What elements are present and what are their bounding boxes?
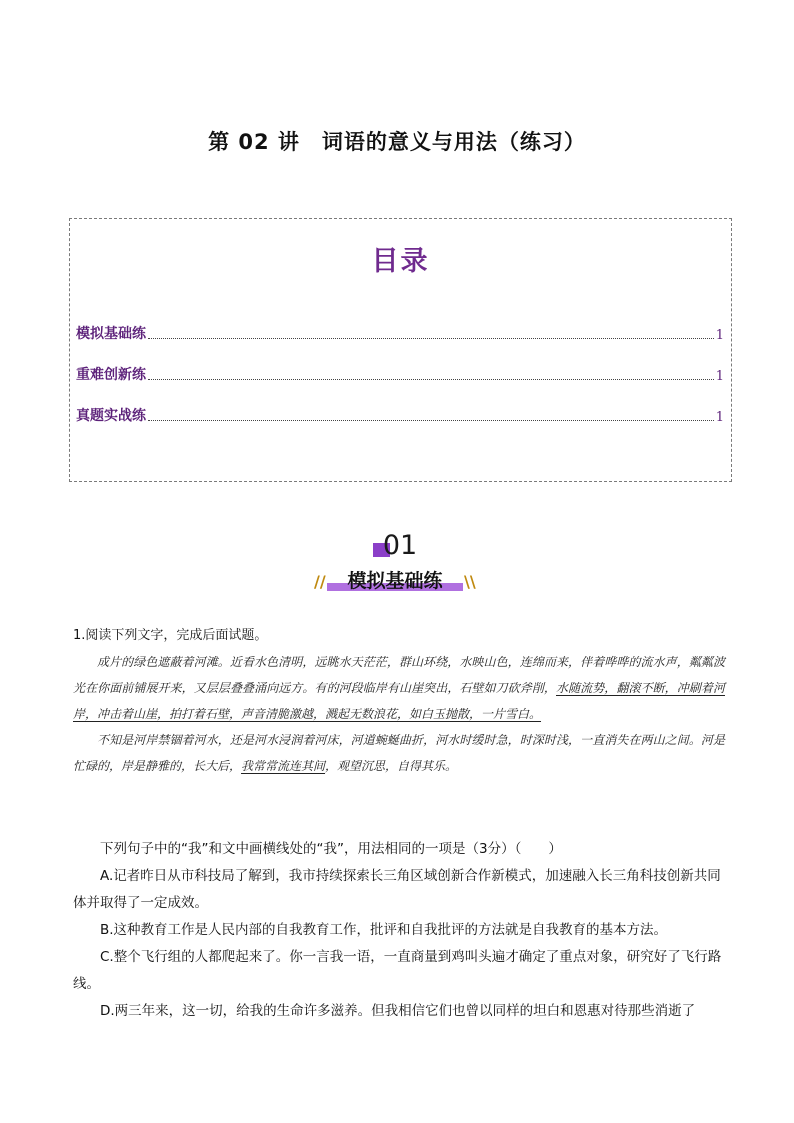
underlined-text: 我常常流连其间 [241, 759, 326, 773]
question-block [73, 836, 725, 1025]
passage-paragraph [73, 649, 725, 727]
reading-passage [73, 649, 725, 779]
document-title: 第 02 讲 词语的意义与用法（练习） [208, 130, 586, 154]
toc-entry[interactable] [76, 323, 724, 343]
toc-leader-dots [148, 419, 714, 421]
toc-entry-label: 重难创新练 [76, 367, 146, 383]
toc-entry-page: 1 [715, 410, 724, 425]
answer-option[interactable]: B.这种教育工作是人民内部的自我教育工作，批评和自我批评的方法就是自我教育的基本方法。 [100, 922, 668, 938]
underlined-text: 水随流势，翻滚不断，冲刷着河岸，冲击着山崖，拍打着石壁，声音清脆激越，溅起无数浪花，如白玉抛散，一片雪白。 [73, 681, 725, 721]
toc-leader-dots [148, 337, 714, 339]
toc-entry-page: 1 [715, 328, 724, 343]
toc-entry[interactable] [76, 364, 724, 384]
toc-leader-dots [148, 378, 714, 380]
passage-text: 不知是河岸禁锢着河水，还是河水浸润着河床，河道蜿蜒曲折，河水时缓时急，时深时浅，一直消失在两山之间。河是忙碌的，岸是静雅的，长大后， [73, 733, 725, 773]
section-left-mark: // [314, 572, 326, 591]
section-right-mark: \\ [464, 572, 476, 591]
section-title: 模拟基础练 [347, 570, 443, 592]
question-intro: 1.阅读下列文字，完成后面试题。 [73, 628, 268, 643]
question-stem: 下列句子中的“我”和文中画横线处的“我”，用法相同的一项是（3分）（ ） [100, 841, 562, 857]
passage-paragraph [73, 727, 725, 779]
answer-option[interactable]: C.整个飞行组的人都爬起来了。你一言我一语，一直商量到鸡叫头遍才确定了重点对象，研究好了飞行路线。 [73, 949, 722, 992]
toc-entry-label: 真题实战练 [76, 408, 146, 424]
table-of-contents [69, 218, 732, 482]
toc-entry[interactable] [76, 405, 724, 425]
answer-option[interactable]: A.记者昨日从市科技局了解到，我市持续探索长三角区域创新合作新模式，加速融入长三角科技创新共同体并取得了一定成效。 [73, 868, 721, 911]
toc-entry-page: 1 [715, 369, 724, 384]
passage-text: 成片的绿色遮蔽着河滩。近看水色清明，远眺水天茫茫，群山环绕，水映山色，连绵而来，伴着哗哗的流水声，粼粼波光在你面前铺展开来，又层层叠叠涌向远方。有的河段临岸有山崖突出，石壁如刀砍斧削， [73, 655, 725, 695]
toc-entry-label: 模拟基础练 [76, 326, 146, 342]
section-number: 01 [382, 530, 418, 561]
answer-option[interactable]: D.两三年来，这一切，给我的生命许多滋养。但我相信它们也曾以同样的坦白和恩惠对待那些消逝了 [100, 1003, 696, 1019]
toc-heading: 目录 [371, 246, 430, 277]
passage-text: ，观望沉思，自得其乐。 [325, 759, 458, 773]
